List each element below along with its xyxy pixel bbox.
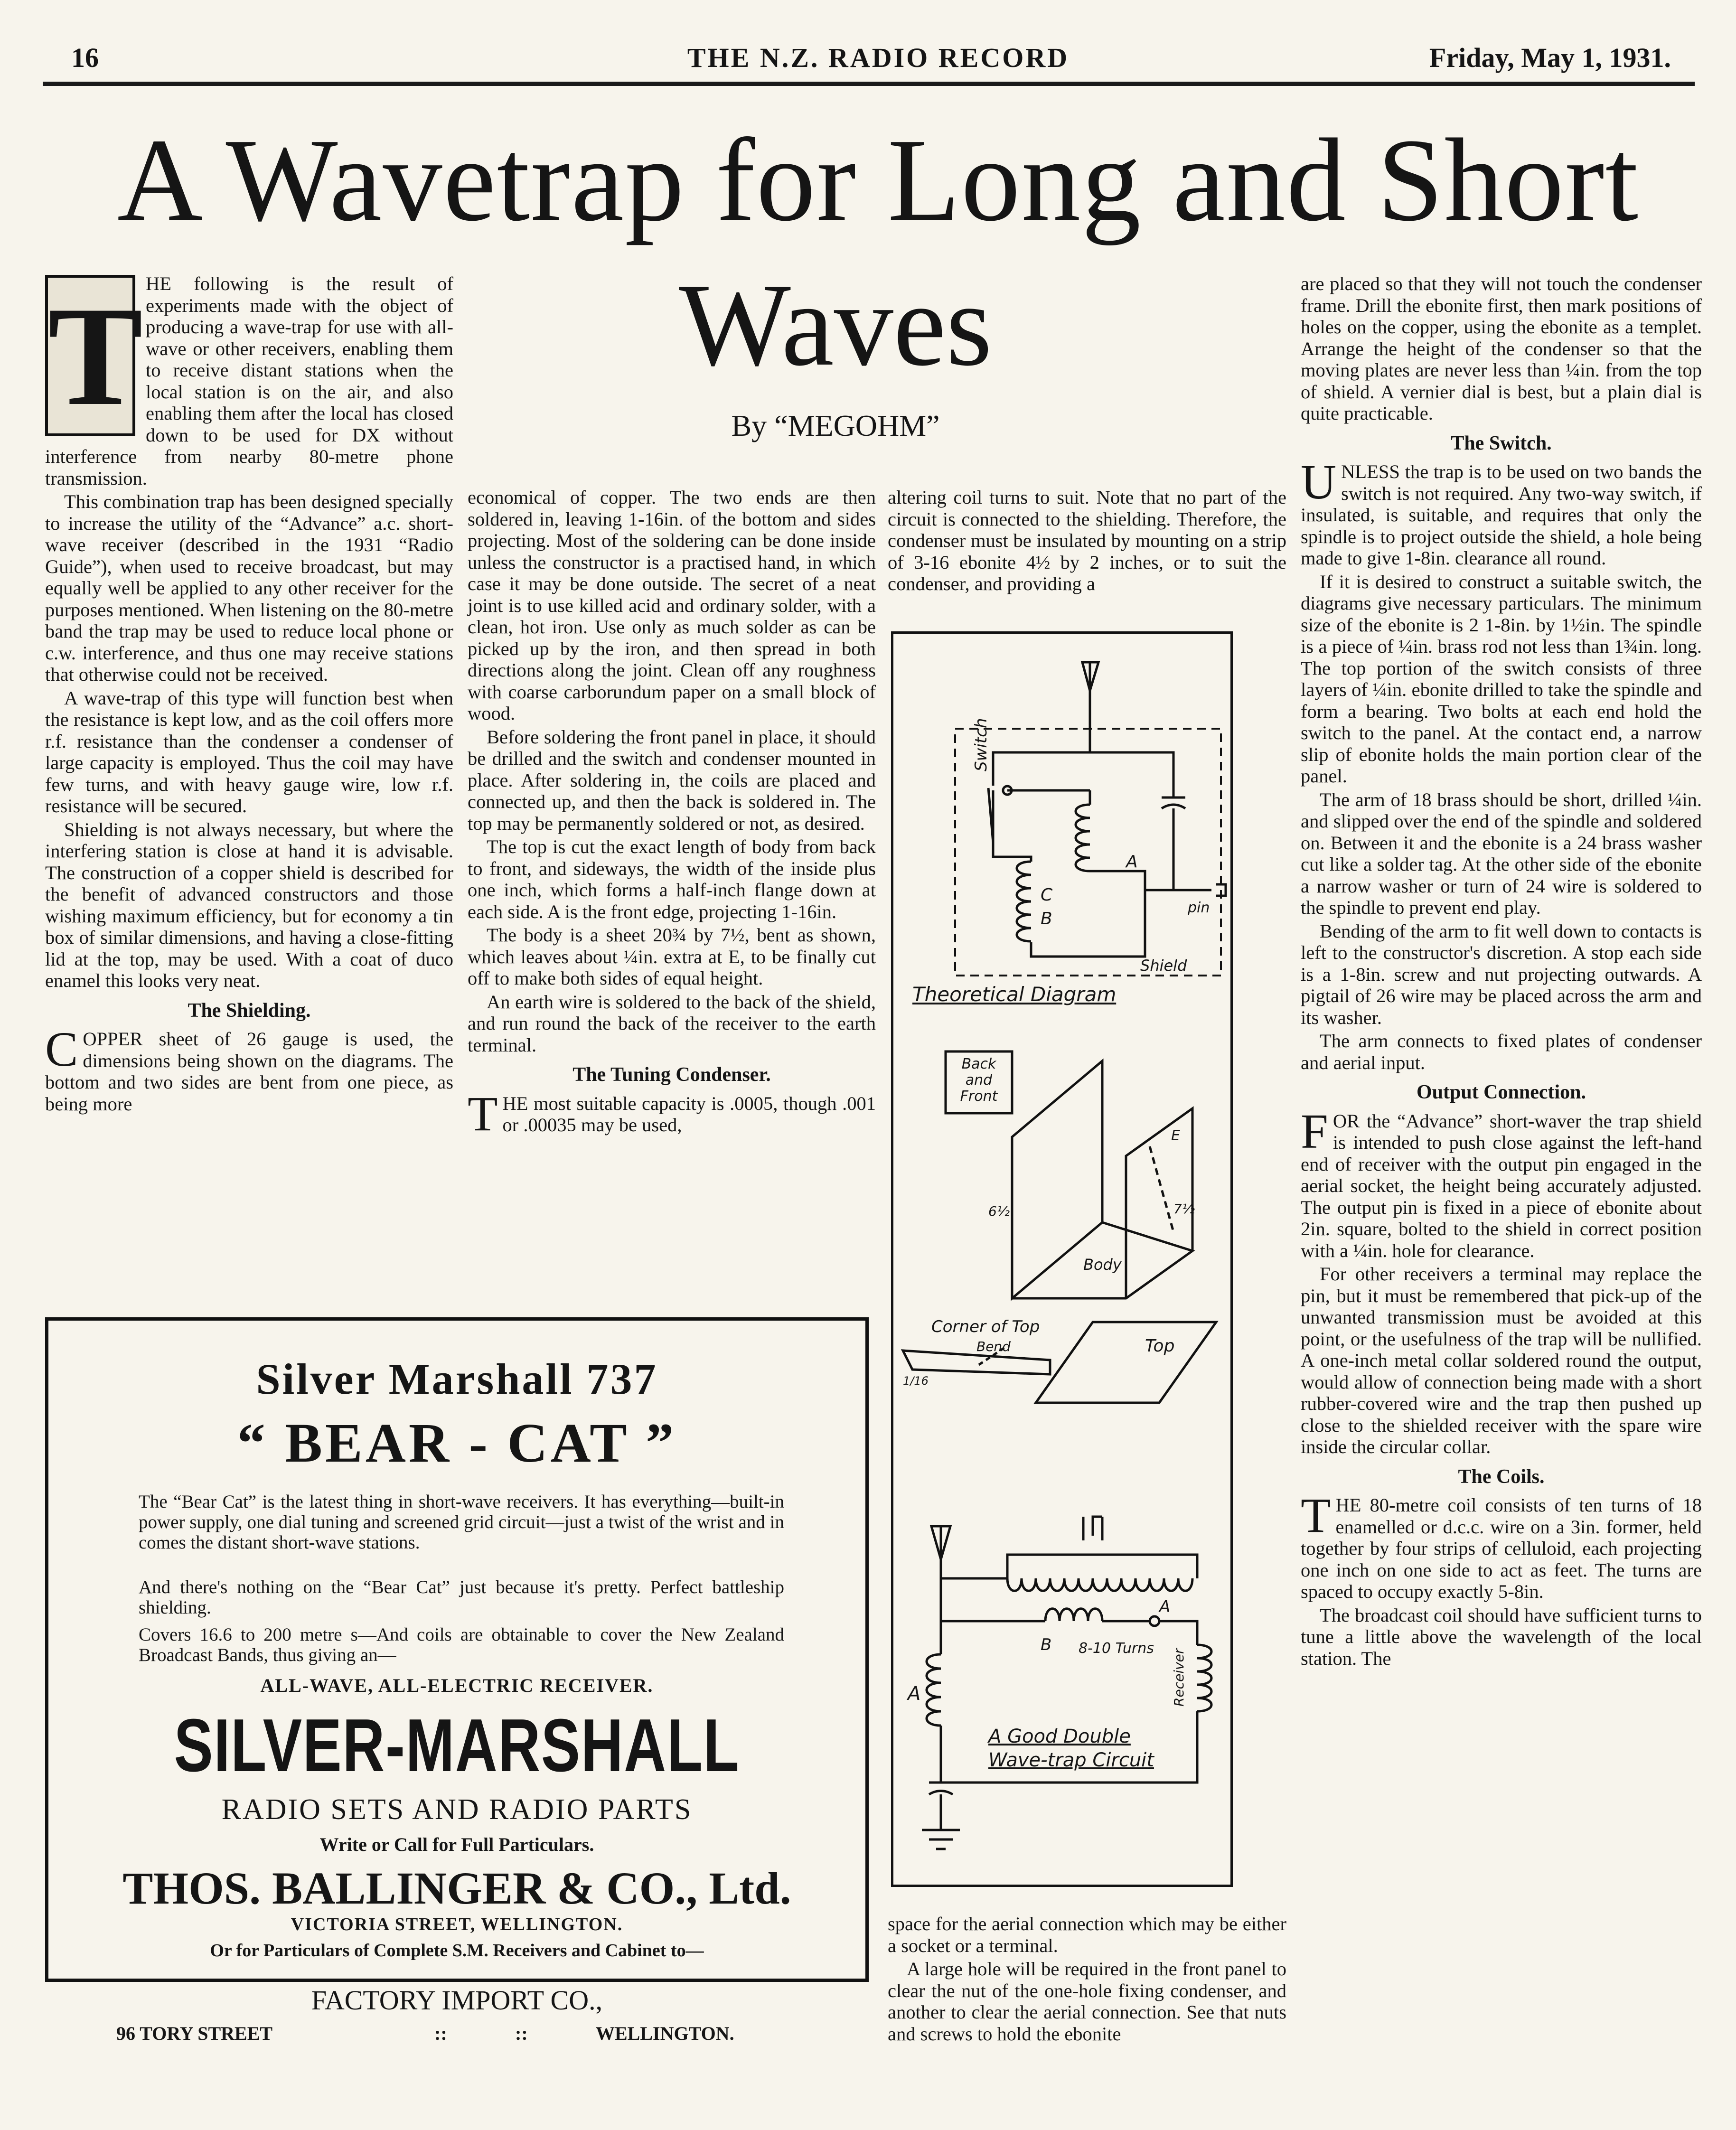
label-shield: Shield <box>1140 957 1187 975</box>
subheading-coils: The Coils. <box>1458 1465 1545 1488</box>
ad-factory: FACTORY IMPORT CO., <box>311 1985 603 2016</box>
wire <box>993 729 1090 786</box>
label-a-coil: A <box>908 1683 921 1705</box>
label-body: Body <box>1083 1256 1122 1274</box>
article-title-line2: Waves <box>678 259 993 391</box>
ad-or-particulars: Or for Particulars of Complete S.M. Receivers and Cabinet to— <box>210 1941 704 1961</box>
paragraph: are placed so that they will not touch the condenser frame. Drill the ebonite first, then mark positions of holes on the copper, using the ebonite as a templet. Arrange the height of the condenser so that the moving plates are never less than ¼in. from the top of shield. A vernier dial is best, but a plain dial is quite practicable. <box>1301 273 1702 424</box>
column-3-bottom <box>888 1913 1286 2046</box>
paragraph: The body is a sheet 20¾ by 7½, bent as shown, which leaves about ¼in. extra at E, to be finally cut off to make both sides of equal height. <box>468 924 876 989</box>
coil-broadcast <box>993 843 1145 957</box>
column-3-top <box>888 487 1286 597</box>
column-1 <box>45 273 453 1117</box>
terminal-a <box>1150 1616 1159 1626</box>
ad-brand: SILVER-MARSHALL <box>174 1704 740 1787</box>
ad-factory-block <box>48 1958 865 1986</box>
label-back-front: Back and Front <box>960 1056 998 1105</box>
label-top: Top <box>1145 1336 1175 1356</box>
condenser-symbol <box>929 1783 953 1830</box>
earth-symbol <box>922 1830 960 1849</box>
ad-wellington: WELLINGTON. <box>596 2023 734 2044</box>
paragraph: THE most suitable capacity is .0005, though .001 or .00035 may be used, <box>468 1086 876 1141</box>
byline: By “MEGOHM” <box>731 409 940 442</box>
paragraph: altering coil turns to suit. Note that no part of the circuit is connected to the shielding. Therefore, the condenser must be insulated by mounting on a strip of 3-16 ebonite 4½ by 2 inches, or to suit the condenser, and providing a <box>888 487 1286 594</box>
paragraph: FOR the “Advance” short-waver the trap shield is intended to push close against the left-hand end of receiver with the output pin engaged in the aerial socket, the height being accurately adjusted. The output pin is fixed in a piece of ebonite about 2in. square, bolted to the shield in correct position with a ¼in. hole for clearance. <box>1301 1104 1702 1261</box>
paragraph: Shielding is not always necessary, but where the interfering station is close at hand it is advisable. The construction of a copper shield is described for the benefit of advanced constructors and those wishing maximum efficiency, but for economy a tin box of similar dimensions, and having a close-fitting lid at the top, may be used. With a coat of duco enamel this looks very neat. <box>45 818 453 991</box>
diagrams-panel <box>891 631 1233 1887</box>
dropcap: T <box>468 1086 498 1141</box>
label-receiver: Receiver <box>1171 1648 1187 1707</box>
ad-bear-cat: “ BEAR - CAT ” <box>237 1412 677 1474</box>
column-2 <box>468 487 876 1141</box>
paragraph: The arm connects to fixed plates of condenser and aerial input. <box>1301 1030 1702 1073</box>
paragraph: An earth wire is soldered to the back of the shield, and run round the back of the receiver to the earth terminal. <box>468 991 876 1056</box>
ad-allwave: ALL-WAVE, ALL-ELECTRIC RECEIVER. <box>260 1675 654 1696</box>
column-4 <box>1301 273 1702 1671</box>
label-b: B <box>1041 909 1052 929</box>
paragraph: Bending of the arm to fit well down to contacts is left to the constructor's discretion. A stop each side is a 1-8in. screw and nut projecting outwards. A pigtail of 26 wire may be placed across the arm and its washer. <box>1301 920 1702 1028</box>
paragraph: The arm of 18 brass should be short, drilled ¼in. and slipped over the end of the spindle and soldered on. Between it and the ebonite is a 24 brass washer cut like a solder tag. At the other side of the ebonite a narrow washer or turn of 24 wire is soldered to the spindle to prevent end play. <box>1301 788 1702 918</box>
aerial-symbol <box>931 1526 950 1654</box>
caption-wave-trap-circuit: Wave-trap Circuit <box>988 1749 1154 1771</box>
label-seven-half: 7½ <box>1173 1201 1195 1217</box>
coil-80m <box>1076 790 1145 890</box>
ornamental-dropcap: T <box>45 275 135 436</box>
ad-street: VICTORIA STREET, WELLINGTON. <box>291 1914 623 1934</box>
label-a: A <box>1126 852 1138 872</box>
subheading-shielding: The Shielding. <box>188 999 311 1022</box>
label-switch: Switch <box>972 718 991 771</box>
ad-paragraph: And there's nothing on the “Bear Cat” just because it's pretty. Perfect battleship shielding. <box>139 1577 784 1618</box>
coil-b-tank <box>1007 1578 1192 1591</box>
dropcap: C <box>45 1022 78 1077</box>
subheading-switch: The Switch. <box>1451 432 1552 454</box>
label-six-half: 6½ <box>988 1203 1010 1219</box>
dropcap: T <box>1301 1488 1331 1543</box>
ad-paragraph: Covers 16.6 to 200 metre s—And coils are obtainable to cover the New Zealand Broadcast Bands, thus giving an— <box>139 1624 784 1665</box>
label-sixteenth: 1/16 <box>903 1374 929 1388</box>
label-corner-of-top: Corner of Top <box>931 1317 1040 1336</box>
ad-company: THOS. BALLINGER & CO., Ltd. <box>122 1863 791 1914</box>
article-title-line1: A Wavetrap for Long and Short <box>117 114 1640 246</box>
paragraph: For other receivers a terminal may replace the pin, but it must be remembered that pick-up of the unwanted transmission must be avoided at this point, or the usefulness of the trap will be nullified. A one-inch metal collar soldered round the output, would allow of connection being made with a short rubber-covered wire and the trap then pushed up close to the shielded receiver with the spare wire inside the circular collar. <box>1301 1263 1702 1457</box>
paragraph: The top is cut the exact length of body from back to front, and sideways, the width of the inside plus one inch, which forms a half-inch flange down at each side. A is the front edge, projecting 1-16in. <box>468 836 876 922</box>
aerial-symbol <box>1082 662 1098 729</box>
label-b-coil: B <box>1041 1635 1052 1654</box>
newspaper-name: THE N.Z. RADIO RECORD <box>687 42 1070 73</box>
issue-date: Friday, May 1, 1931. <box>1429 42 1671 73</box>
wire <box>941 1555 1197 1578</box>
ad-separator: :: <box>515 2023 528 2044</box>
paragraph: This combination trap has been designed specially to increase the utility of the “Advance” a.c. short-wave receiver (described in the 1931 “Radio Guide”), when used to receive broadcast, but may equally well be applied to any other receiver for the purposes mentioned. When listening on the 80-metre band the trap may be used to reduce local phone or c.w. interference, and thus one may receive stations that otherwise could not be received. <box>45 491 453 685</box>
paragraph: If it is desired to construct a suitable switch, the diagrams give necessary particulars. The minimum size of the ebonite is 2 1-8in. by 1½in. The spindle is a piece of ¼in. brass rod not less than 1¾in. long. The top portion of the switch consists of three layers of ¼in. ebonite drilled to take the spindle and form a bearing. Two bolts at each end hold the switch to the panel. At the contact end, a narrow slip of ebonite holds the main portion clear of the panel. <box>1301 571 1702 787</box>
paragraph: UNLESS the trap is to be used on two bands the switch is not required. Any two-way switch, if insulated, is suitable, and requires that only the spindle is to project outside the shield, a hole being made to give 1-8in. clearance all round. <box>1301 455 1702 569</box>
label-turns: 8-10 Turns <box>1079 1640 1154 1657</box>
advertisement-box <box>45 1317 869 1982</box>
label-e: E <box>1171 1127 1180 1144</box>
subheading-tuning-condenser: The Tuning Condenser. <box>572 1064 771 1086</box>
paragraph: A large hole will be required in the front panel to clear the nut of the one-hole fixing condenser, and another to clear the aerial connection. See that nuts and screws to hold the ebonite <box>888 1958 1286 2045</box>
coil-a <box>927 1654 941 1783</box>
ad-tory-street: 96 TORY STREET <box>116 2023 273 2044</box>
ad-paragraph: The “Bear Cat” is the latest thing in short-wave receivers. It has everything—built-in power supply, one dial tuning and screened grid circuit—just a twist of the wrist and in comes the distant short-wave stations. <box>139 1492 784 1553</box>
label-bend: Bend <box>976 1339 1011 1354</box>
dropcap: F <box>1301 1104 1328 1159</box>
paragraph: The broadcast coil should have sufficient turns to tune a little above the wavelength of the local station. The <box>1301 1604 1702 1669</box>
dropcap: U <box>1301 455 1337 509</box>
output-pin <box>1145 884 1226 896</box>
ad-radio-sets: RADIO SETS AND RADIO PARTS <box>221 1793 693 1826</box>
caption-good-double: A Good Double <box>988 1726 1131 1747</box>
cut-line <box>1150 1146 1173 1232</box>
caption-theoretical-diagram: Theoretical Diagram <box>912 983 1117 1006</box>
paragraph: economical of copper. The two ends are then soldered in, leaving 1-16in. of the bottom and sides projecting. Most of the soldering can be done inside unless the constructor is a practised hand, in which case it may be done outside. The secret of a neat joint is to use killed acid and ordinary solder, with a clean, hot iron. Use only as much solder as can be picked up by the iron, and then spread in both directions along the joint. Clean off any roughness with coarse carborundum paper on a small block of wood. <box>468 487 876 724</box>
coil-8-10-turns <box>941 1609 1150 1621</box>
ad-separator: :: <box>434 2023 447 2044</box>
condenser-symbol <box>1162 798 1185 808</box>
ad-product-line: Silver Marshall 737 <box>256 1355 658 1403</box>
paragraph: COPPER sheet of 26 gauge is used, the dimensions being shown on the diagrams. The bottom and two sides are bent from one piece, as being more <box>45 1022 453 1115</box>
shield-outline <box>955 729 1221 976</box>
wire <box>1090 752 1173 798</box>
label-pin: pin <box>1188 900 1210 916</box>
subheading-output-connection: Output Connection. <box>1416 1081 1586 1103</box>
top-panel <box>1036 1322 1216 1403</box>
paragraph: space for the aerial connection which may be either a socket or a terminal. <box>888 1913 1286 1956</box>
paragraph: THE 80-metre coil consists of ten turns of 18 enamelled or d.c.c. wire on a 3in. former, held together by four strips of celluloid, each projecting one inch on one side to act as feet. The turns are spaced to occupy exactly 5-8in. <box>1301 1488 1702 1602</box>
label-c: C <box>1041 885 1053 905</box>
page-number: 16 <box>71 42 99 73</box>
intro-paragraph: HE following is the result of experiments made with the object of producing a wave-trap for use with all-wave or other receivers, enabling them to receive distant stations when the local station is on the air, and also enabling them after the local has closed down to be used for DX without interference from nearby 80-metre phone transmission. <box>45 273 453 489</box>
label-a-terminal: A <box>1159 1597 1171 1616</box>
header-rule <box>43 82 1695 86</box>
ad-write: Write or Call for Full Particulars. <box>319 1834 594 1855</box>
paragraph: Before soldering the front panel in place, it should be drilled and the switch and condenser mounted in place. After soldering in, the coils are placed and connected up, and then the back is soldered in. The top may be permanently soldered or not, as desired. <box>468 726 876 834</box>
switch-arm <box>988 788 993 843</box>
paragraph: A wave-trap of this type will function best when the resistance is kept low, and as the coil offers more r.f. resistance than the condenser a condenser of large capacity is employed. Thus the coil may have few turns, and with heavy gauge wire, low r.f. resistance will be secured. <box>45 687 453 816</box>
condenser-symbol <box>1083 1517 1102 1540</box>
